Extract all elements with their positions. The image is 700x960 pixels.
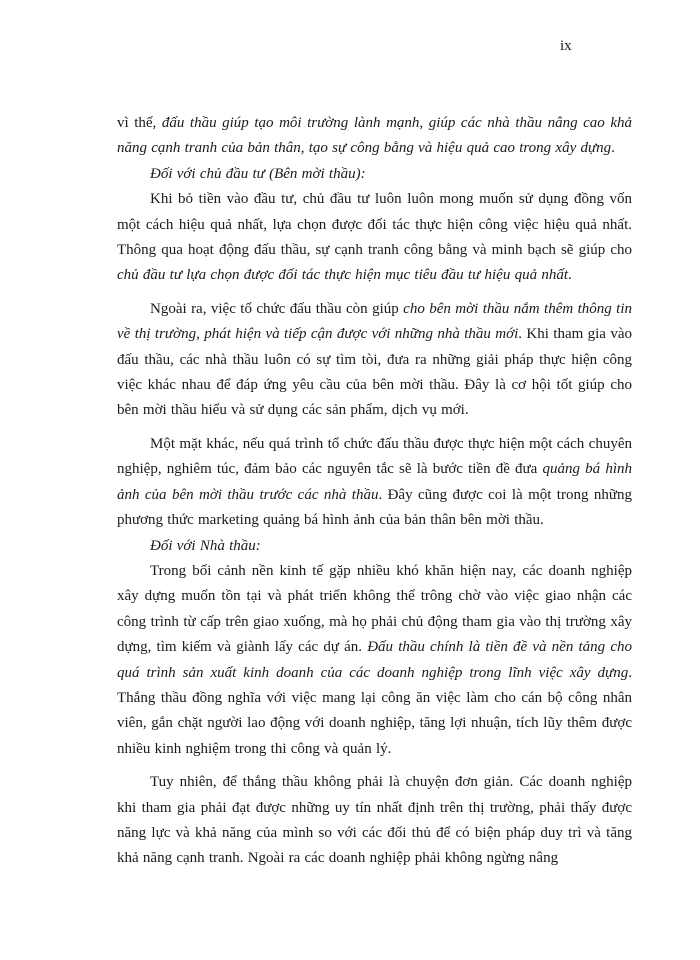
text-run: Trong bối cảnh nền kinh tế gặp nhiều khó khăn hiện nay, các doanh nghiệp xây dựng muốn tồn tại và phát triển không thể trông chờ vào việc giao nhận các công trình từ cấp trên giao xuống, mà họ phải chủ động tham gia vào thị trường xây dựng, tìm kiếm và giành lấy các dự án. xyxy=(117,562,632,656)
italic-run: quảng bá hình ảnh của bên mời thầu trước các nhà thầu xyxy=(117,461,633,503)
italic-run: cho bên mời thầu nắm thêm thông tin về thị trường, phát hiện và tiếp cận được với những nhà thầu mới xyxy=(117,300,633,343)
subheading-text: Đối với Nhà thầu: xyxy=(150,537,261,554)
paragraph xyxy=(117,187,632,289)
paragraph xyxy=(117,297,632,424)
paragraph xyxy=(117,432,632,534)
paragraph-continuation xyxy=(117,111,632,162)
paragraph xyxy=(117,770,632,872)
text-run: vì thế, xyxy=(117,115,162,131)
italic-run: đấu thầu giúp tạo môi trường lành mạnh, giúp các nhà thầu nâng cao khả năng cạnh tranh của bản thân, tạo sự công bằng và hiệu quả cao trong xây dựng xyxy=(117,115,632,157)
subheading-contractor xyxy=(117,534,632,559)
page-number: ix xyxy=(560,38,572,54)
subheading-investor xyxy=(117,162,632,187)
text-run: . Đây cũng được coi là một trong những phương thức marketing quảng bá hình ảnh của bản thân bên mời thầu. xyxy=(117,486,632,529)
subheading-text: Đối với chủ đầu tư (Bên mời thầu): xyxy=(150,165,366,182)
text-run: Ngoài ra, việc tổ chức đấu thầu còn giúp xyxy=(150,300,404,317)
text-run: Khi bỏ tiền vào đầu tư, chủ đầu tư luôn luôn mong muốn sử dụng đồng vốn một cách hiệu quả nhất, lựa chọn được đối tác thực hiện công việc hiệu quả nhất. Thông qua hoạt động đấu thầu, sự cạnh tranh công bằng và minh bạch sẽ giúp cho xyxy=(117,191,632,259)
body-text xyxy=(117,111,632,872)
italic-run: Đấu thầu chính là tiền đề và nền tảng cho quá trình sản xuất kinh doanh của các doanh nghiệp trong lĩnh việc xây dựng xyxy=(117,639,632,681)
italic-run: chủ đầu tư lựa chọn được đối tác thực hiện mục tiêu đầu tư hiệu quả nhất xyxy=(117,267,569,284)
text-run: Tuy nhiên, để thắng thầu không phải là chuyện đơn giản. Các doanh nghiệp khi tham gia phải đạt được những uy tín nhất định trên thị trường, phải thấy được năng lực và khả năng của mình so với các đối thủ để có biện pháp duy trì và tăng khả năng cạnh tranh. Ngoài ra các doanh nghiệp phải không ngừng nâng xyxy=(117,774,632,867)
text-run: Một mặt khác, nếu quá trình tổ chức đấu thầu được thực hiện một cách chuyên nghiệp, nghiêm túc, đảm bảo các nguyên tắc sẽ là bước tiền đề đưa xyxy=(117,435,632,478)
text-run: . Khi tham gia vào đấu thầu, các nhà thầu luôn có sự tìm tòi, đưa ra những giải pháp thực hiện công việc khác nhau để đáp ứng yêu cầu của bên mời thầu. Đây là cơ hội tốt giúp cho bên mời thầu hiểu và sử dụng các sản phẩm, dịch vụ mới. xyxy=(117,326,632,419)
text-run: . Thắng thầu đồng nghĩa với việc mang lại công ăn việc làm cho cán bộ công nhân viên, gắn chặt người lao động với doanh nghiệp, tăng lợi nhuận, tích lũy thêm được nhiều kinh nghiệm trong thi công và quản lý. xyxy=(117,664,632,757)
text-run: . xyxy=(611,140,615,157)
paragraph xyxy=(117,559,632,762)
text-run: . xyxy=(568,267,572,284)
